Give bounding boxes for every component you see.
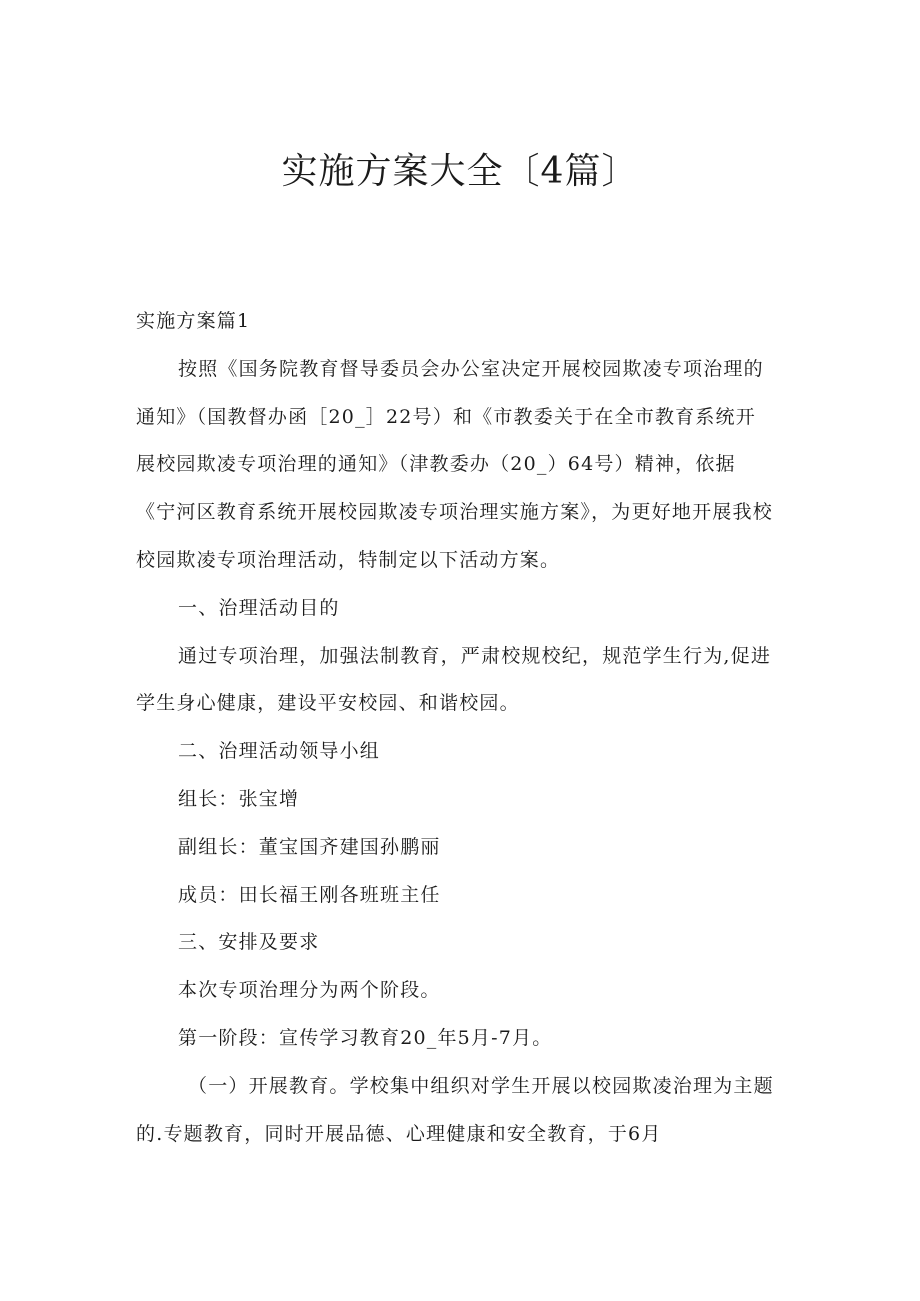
paragraph-stage1: 第一阶段：宣传学习教育20_年5月-7月。	[178, 1026, 553, 1049]
paragraph-members: 成员：田长福王刚各班班主任	[178, 883, 441, 906]
document-body	[136, 298, 776, 1158]
paragraph-stages: 本次专项治理分为两个阶段。	[178, 979, 441, 1002]
heading-goal: 一、治理活动目的	[178, 596, 340, 619]
paragraph-intro: 按照《国务院教育督导委员会办公室决定开展校园欺凌专项治理的通知》（国教督办函［20_］22号）和《市教委关于在全市教育系统开展校园欺凌专项治理的通知》（津教委办（20_）64号）精神，依据《宁河区教育系统开展校园欺凌专项治理实施方案》，为更好地开展我校校园欺凌专项治理活动，特制定以下活动方案。	[136, 357, 773, 571]
section-heading: 实施方案篇1	[136, 310, 251, 332]
paragraph-leader: 组长：张宝增	[178, 787, 300, 810]
document-title: 实施方案大全〔4篇〕	[281, 151, 639, 192]
heading-leadership: 二、治理活动领导小组	[178, 740, 381, 763]
paragraph-goal: 通过专项治理，加强法制教育，严肃校规校纪，规范学生行为,促进学生身心健康，建设平安校园、和谐校园。	[136, 644, 772, 715]
paragraph-item1: （一）开展教育。学校集中组织对学生开展以校园欺凌治理为主题的.专题教育，同时开展品德、心理健康和安全教育，于6月	[136, 1074, 774, 1145]
paragraph-deputy: 副组长：董宝国齐建国孙鹏丽	[178, 835, 441, 858]
heading-arrangement: 三、安排及要求	[178, 931, 320, 954]
